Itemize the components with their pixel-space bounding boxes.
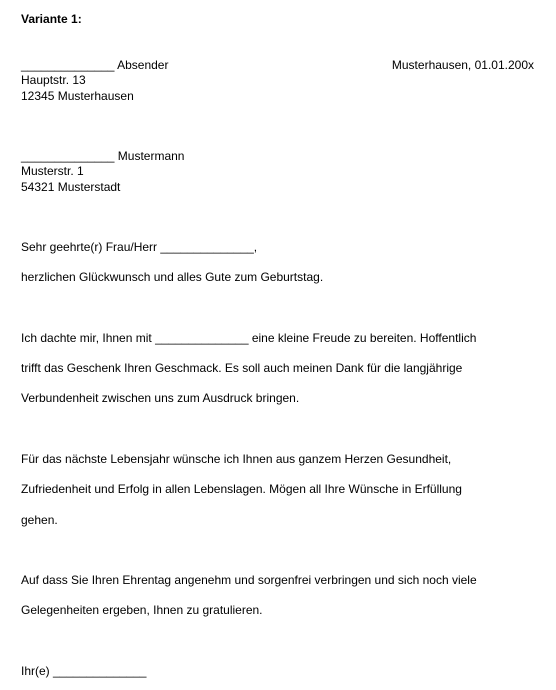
body-line: Zufriedenheit und Erfolg in allen Lebenslagen. Mögen all Ihre Wünsche in Erfüllung	[21, 482, 462, 496]
recipient-street: Musterstr. 1	[21, 164, 84, 178]
closing: Ihr(e) ______________	[21, 664, 147, 678]
body-line: Ich dachte mir, Ihnen mit ______________ eine kleine Freude zu bereiten. Hoffentlich	[21, 331, 477, 345]
body-line: Auf dass Sie Ihren Ehrentag angenehm und sorgenfrei verbringen und sich noch viele	[21, 573, 477, 587]
sender-line-1: ______________ Absender	[21, 58, 169, 72]
recipient-city: 54321 Musterstadt	[21, 180, 121, 194]
sender-city: 12345 Musterhausen	[21, 89, 134, 103]
body-line: trifft das Geschenk Ihren Geschmack. Es soll auch meinen Dank für die langjährige	[21, 361, 463, 375]
salutation: Sehr geehrte(r) Frau/Herr ______________,	[21, 240, 258, 254]
body-line: Für das nächste Lebensjahr wünsche ich Ihnen aus ganzem Herzen Gesundheit,	[21, 452, 452, 466]
sender-street: Hauptstr. 13	[21, 73, 86, 87]
recipient-line-1: ______________ Mustermann	[21, 149, 185, 163]
body-line: gehen.	[21, 513, 58, 527]
place-date: Musterhausen, 01.01.200x	[391, 58, 534, 72]
variant-heading: Variante 1:	[21, 12, 82, 26]
body-line: herzlichen Glückwunsch und alles Gute zum Geburtstag.	[21, 270, 324, 284]
body-line: Gelegenheiten ergeben, Ihnen zu gratulieren.	[21, 603, 263, 617]
body-line: Verbundenheit zwischen uns zum Ausdruck bringen.	[21, 391, 300, 405]
